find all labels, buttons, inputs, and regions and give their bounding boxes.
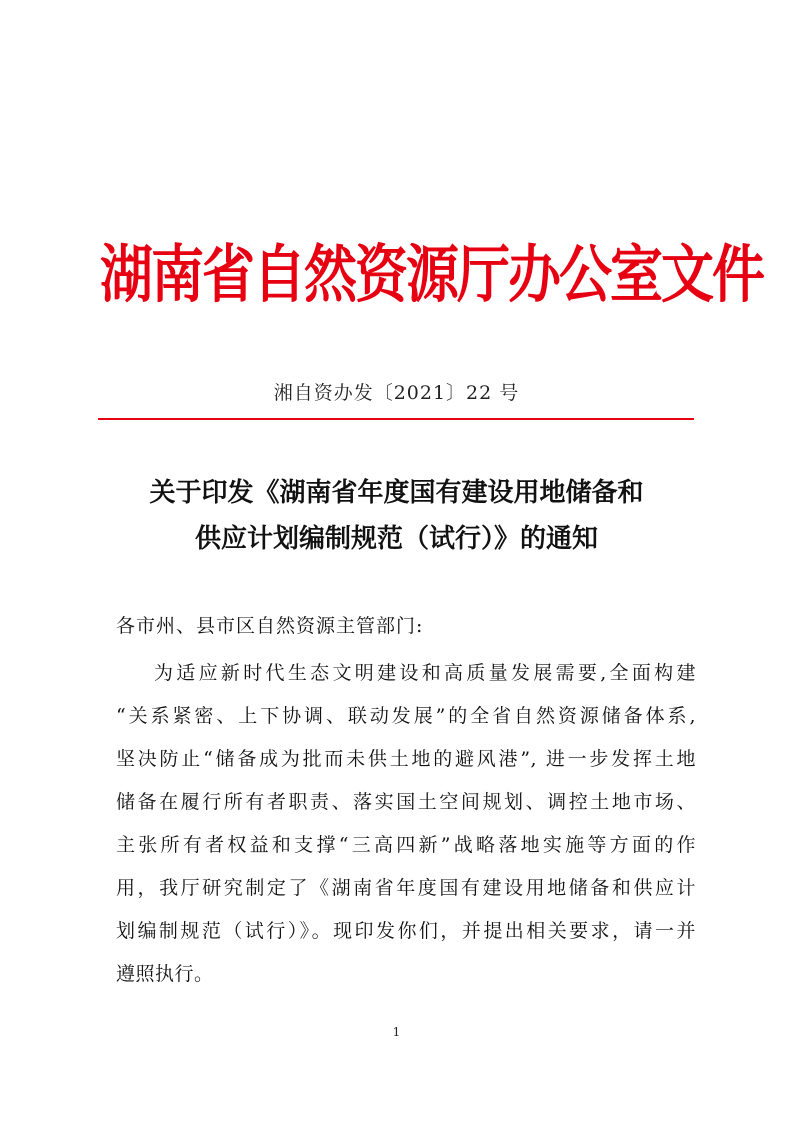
- body-line: “关系紧密、上下协调、联动发展”的全省自然资源储备体系,: [116, 705, 696, 727]
- document-title-line-1: 关于印发《湖南省年度国有建设用地储备和: [149, 478, 644, 508]
- body-line: 用，我厅研究制定了《湖南省年度国有建设用地储备和供应计: [116, 877, 696, 899]
- body-line: 储备在履行所有者职责、落实国土空间规划、调控土地市场、: [116, 791, 696, 813]
- document-title: [100, 470, 693, 562]
- body-paragraph: [116, 652, 696, 996]
- body-line: 划编制规范（试行）》。现印发你们，并提出相关要求，请一并: [116, 920, 696, 942]
- body-line: 主张所有者权益和支撑“三高四新”战略落地实施等方面的作: [116, 834, 696, 856]
- issuing-office-header: 湖南省自然资源厅办公室文件: [100, 238, 763, 312]
- document-number: 湘自资办发〔2021〕22 号: [273, 382, 520, 404]
- red-separator-line: [98, 418, 694, 420]
- document-title-line-2: 供应计划编制规范（试行）》的通知: [194, 524, 598, 554]
- body-line: 为适应新时代生态文明建设和高质量发展需要,全面构建: [154, 662, 696, 684]
- salutation: 各市州、县市区自然资源主管部门:: [116, 615, 424, 637]
- body-line: 遵照执行。: [116, 963, 214, 985]
- page-number: 1: [392, 1025, 401, 1039]
- body-line: 坚决防止“储备成为批而未供土地的避风港”, 进一步发挥土地: [116, 748, 696, 770]
